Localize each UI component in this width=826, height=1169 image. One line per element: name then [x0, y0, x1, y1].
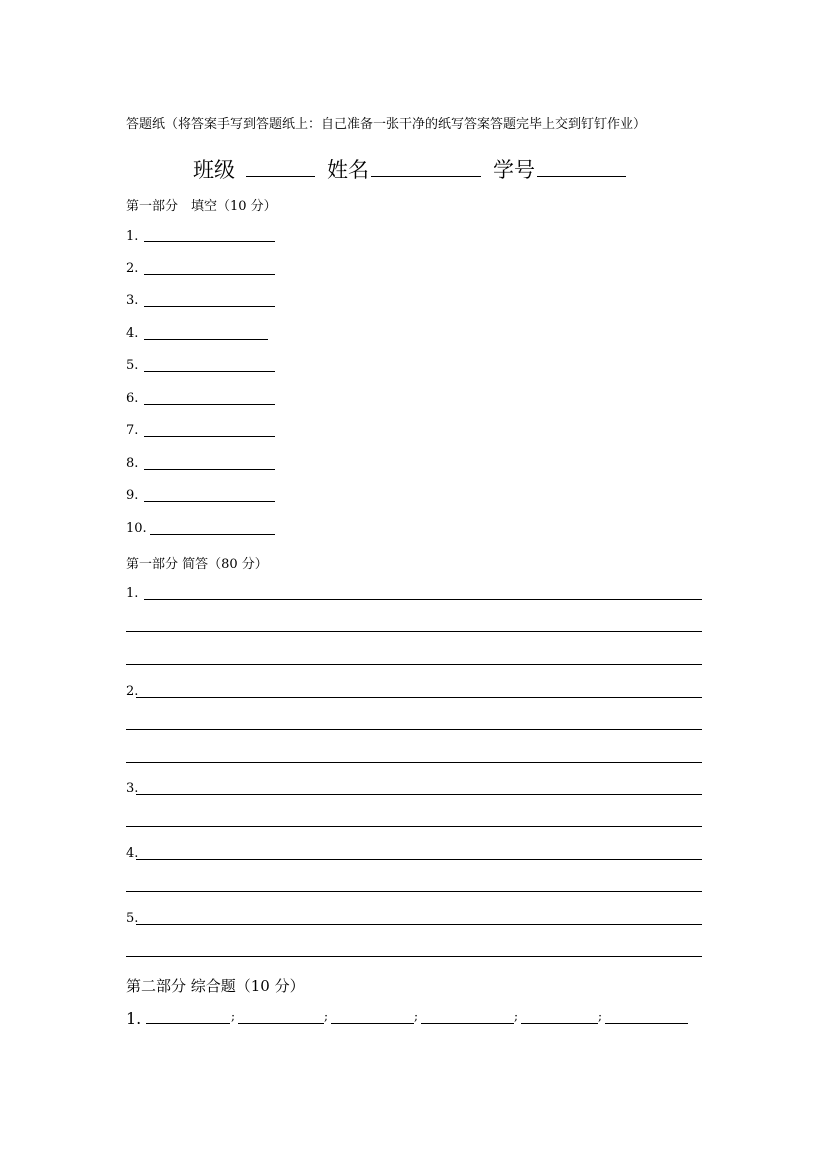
name-field[interactable] — [371, 176, 481, 177]
short-answer-item-number: 5. — [126, 911, 139, 926]
fill-answer-line[interactable] — [144, 339, 268, 340]
short-answer-item-number: 2. — [126, 684, 139, 699]
section-comprehensive-heading: 第二部分 综合题（10 分） — [126, 977, 305, 995]
fill-item-number: 3. — [126, 293, 139, 308]
semicolon-separator: ; — [414, 1009, 419, 1023]
fill-item-number: 6. — [126, 391, 139, 406]
id-field[interactable] — [537, 176, 626, 177]
fill-item-number: 5. — [126, 358, 139, 373]
comprehensive-item-number: 1. — [126, 1009, 142, 1028]
short-answer-line[interactable] — [126, 826, 702, 827]
fill-answer-line[interactable] — [144, 371, 275, 372]
page-title: 答题纸（将答案手写到答题纸上：自己准备一张干净的纸写答案答题完毕上交到钉钉作业） — [126, 117, 647, 132]
short-answer-line[interactable] — [136, 697, 702, 698]
comprehensive-blank[interactable] — [421, 1023, 514, 1024]
comprehensive-blank[interactable] — [331, 1023, 414, 1024]
fill-item-number: 10. — [126, 521, 147, 536]
comprehensive-blank[interactable] — [146, 1023, 230, 1024]
class-field[interactable] — [246, 176, 315, 177]
fill-item-number: 4. — [126, 326, 139, 341]
semicolon-separator: ; — [231, 1009, 236, 1023]
short-answer-line[interactable] — [136, 794, 702, 795]
fill-item-number: 9. — [126, 488, 139, 503]
fill-answer-line[interactable] — [144, 469, 275, 470]
short-answer-line[interactable] — [126, 762, 702, 763]
fill-answer-line[interactable] — [150, 534, 275, 535]
section-fill-heading: 第一部分 填空（10 分） — [126, 199, 277, 214]
name-label: 姓名 — [327, 158, 369, 182]
fill-answer-line[interactable] — [144, 274, 275, 275]
section-short-answer-heading: 第一部分 简答（80 分） — [126, 557, 268, 572]
semicolon-separator: ; — [598, 1009, 603, 1023]
class-label: 班级 — [193, 158, 235, 182]
id-label: 学号 — [493, 158, 535, 182]
fill-answer-line[interactable] — [144, 436, 275, 437]
short-answer-item-number: 4. — [126, 846, 139, 861]
fill-answer-line[interactable] — [144, 241, 275, 242]
semicolon-separator: ; — [514, 1009, 519, 1023]
fill-item-number: 8. — [126, 456, 139, 471]
short-answer-line[interactable] — [136, 859, 702, 860]
short-answer-line[interactable] — [136, 924, 702, 925]
short-answer-item-number: 1. — [126, 586, 139, 601]
short-answer-item-number: 3. — [126, 781, 139, 796]
comprehensive-blank[interactable] — [238, 1023, 324, 1024]
comprehensive-blank[interactable] — [521, 1023, 598, 1024]
fill-item-number: 1. — [126, 229, 139, 244]
fill-answer-line[interactable] — [144, 501, 275, 502]
semicolon-separator: ; — [324, 1009, 329, 1023]
short-answer-line[interactable] — [126, 664, 702, 665]
comprehensive-blank[interactable] — [605, 1023, 688, 1024]
fill-item-number: 2. — [126, 261, 139, 276]
short-answer-line[interactable] — [126, 956, 702, 957]
fill-item-number: 7. — [126, 423, 139, 438]
fill-answer-line[interactable] — [144, 306, 275, 307]
short-answer-line[interactable] — [144, 599, 702, 600]
fill-answer-line[interactable] — [144, 404, 275, 405]
short-answer-line[interactable] — [126, 729, 702, 730]
short-answer-line[interactable] — [126, 891, 702, 892]
short-answer-line[interactable] — [126, 631, 702, 632]
